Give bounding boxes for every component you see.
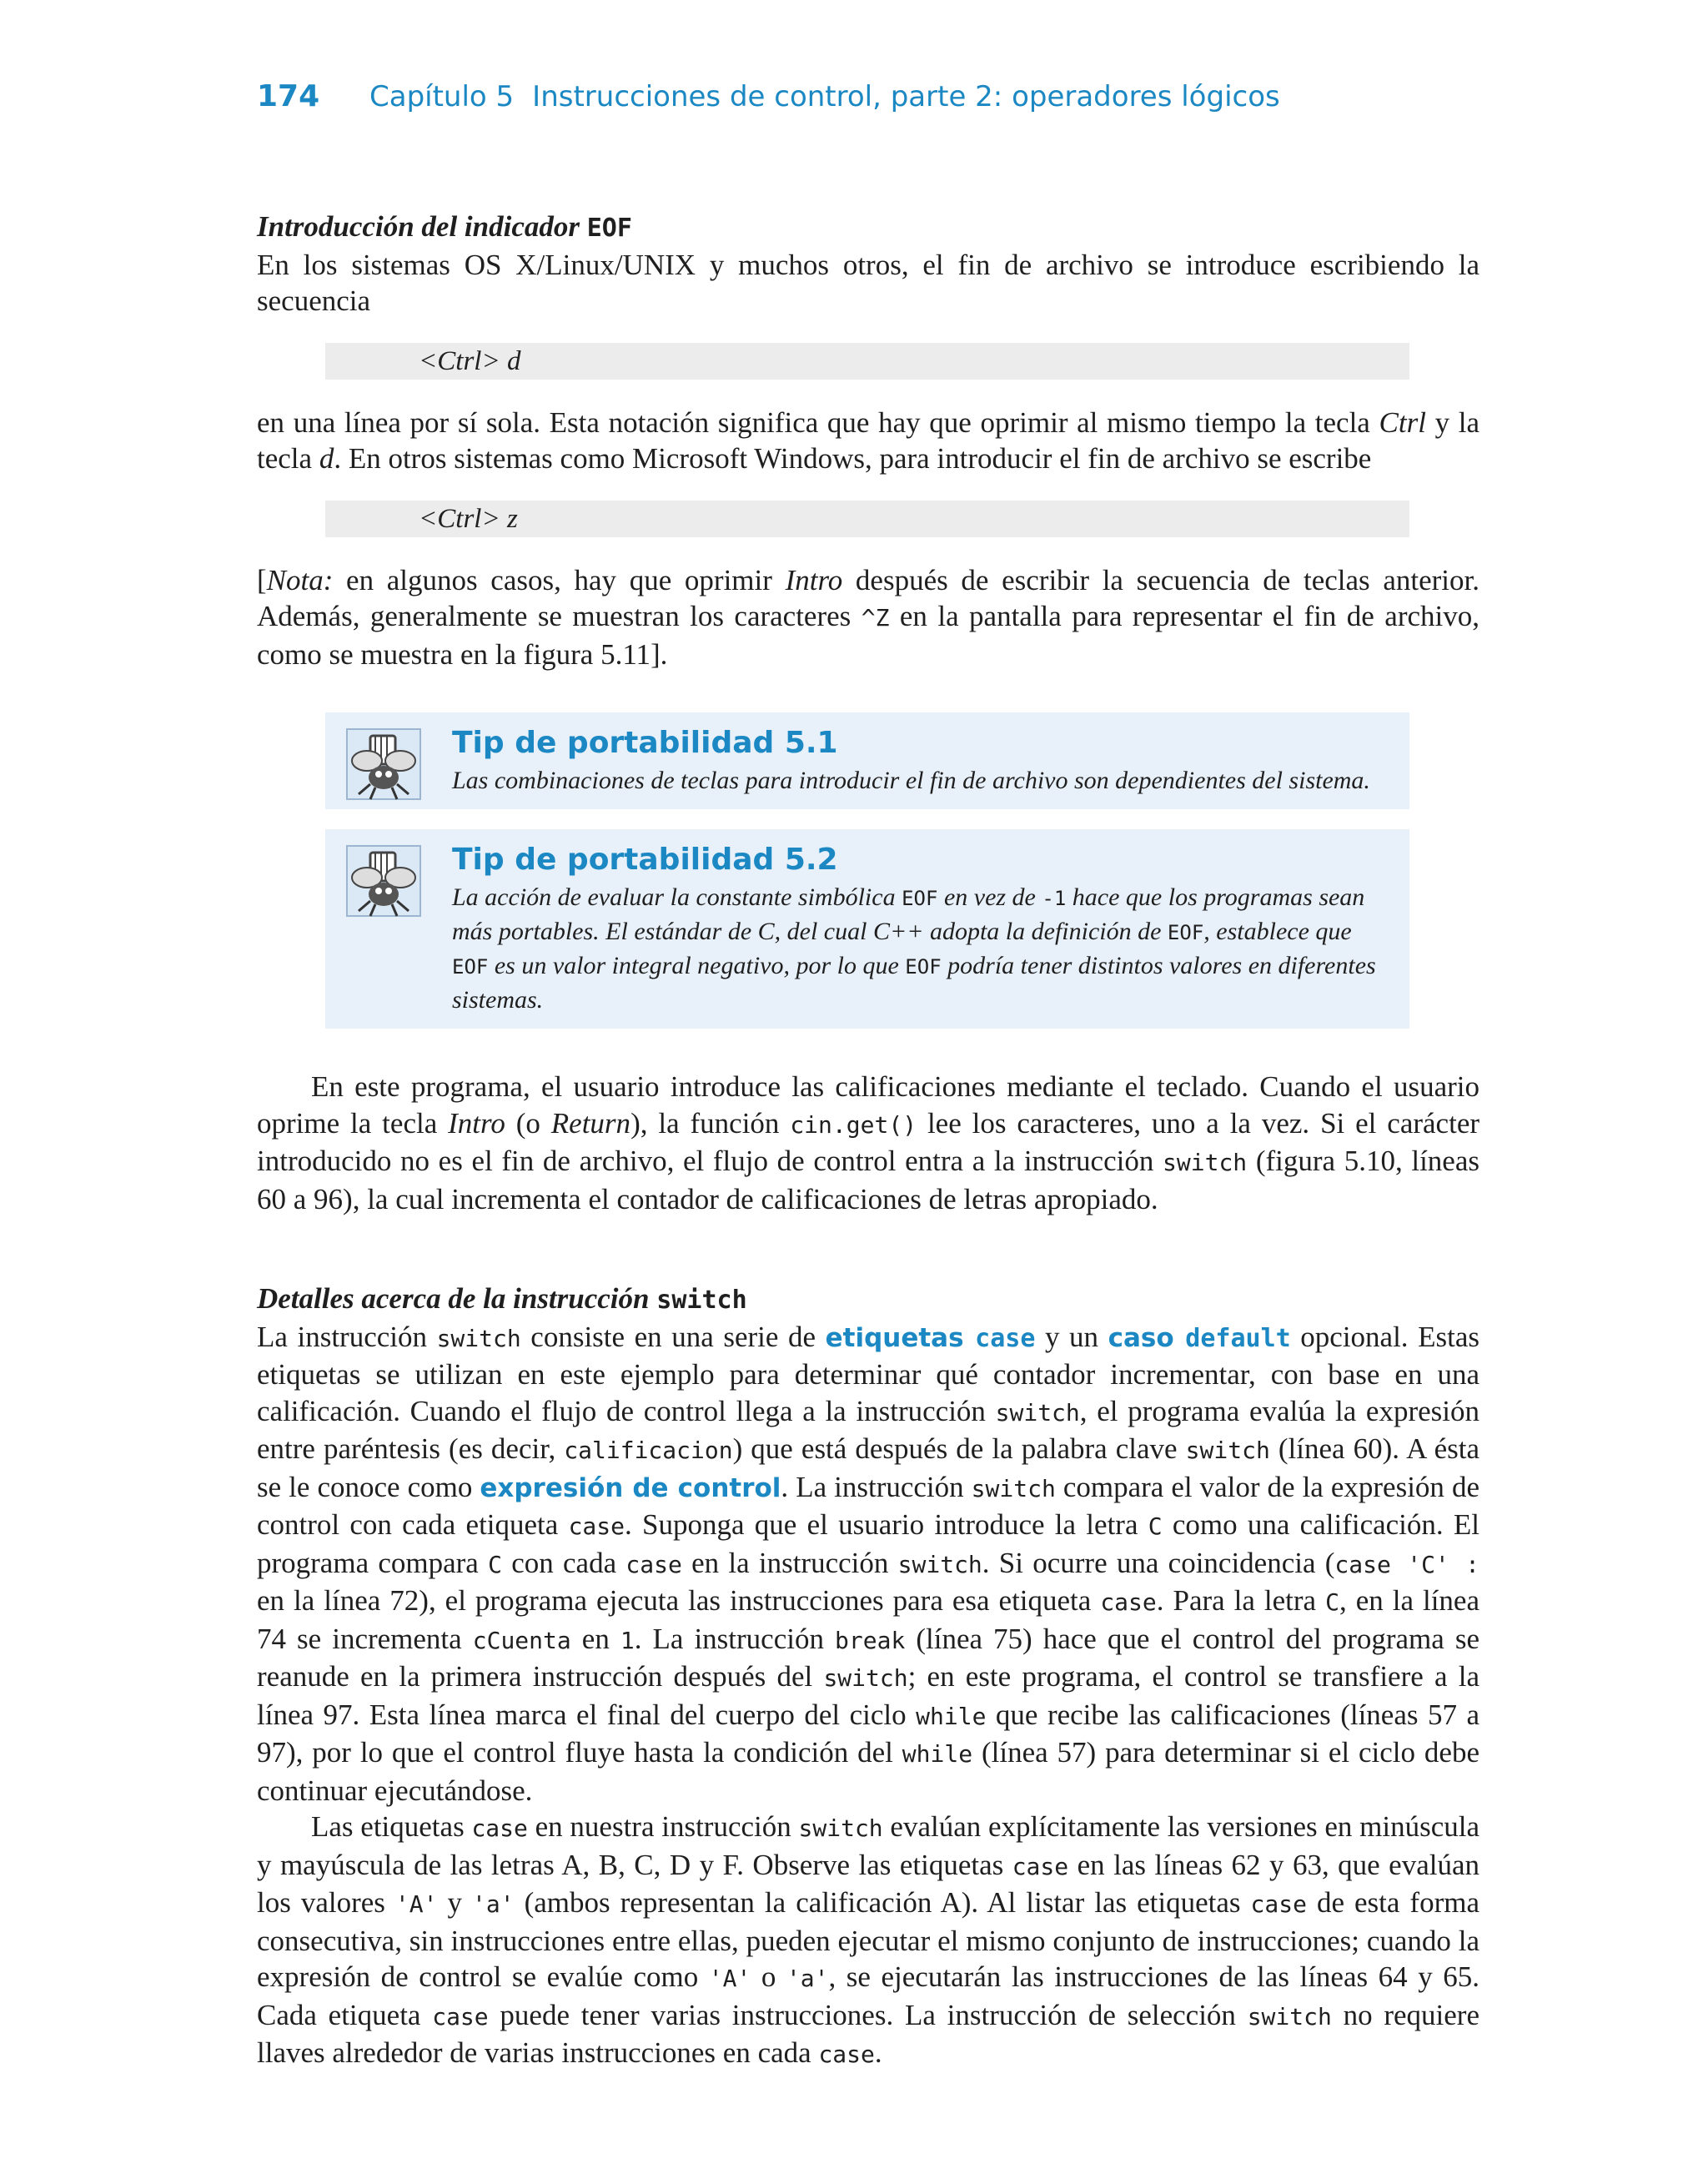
key-sequence-ctrl-z: <Ctrl> z — [325, 501, 1409, 537]
page-number: 174 — [257, 79, 320, 113]
paragraph-switch-details: La instrucción switch consiste en una serie de etiquetas case y un caso default opcional. Estas etiquetas se utilizan en este ejemplo para determinar qué contador incrementar, con base en una calificación. Cuando el flujo de control llega a la instrucción switch, el programa evalúa la expresión entre paréntesis (es decir, calificacion) que está después de la palabra clave switch (línea 60). A ésta se le conoce como expresión de control. La instrucción switch compara el valor de la expresión de control con cada etiqueta case. Suponga que el usuario introduce la letra C como una calificación. El programa compara C con cada case en la instrucción switch. Si ocurre una coincidencia (case 'C' : en la línea 72), el programa ejecuta las instrucciones para esa etiqueta case. Para la letra C, en la línea 74 se incrementa cCuenta en 1. La instrucción break (línea 75) hace que el control del programa se reanude en la primera instrucción después del switch; en este programa, el control se transfiere a la línea 97. Esta línea marca el final del cuerpo del ciclo while que recibe las calificaciones (líneas 57 a 97), por lo que el control fluye hasta la condición del while (línea 57) para determinar si el ciclo debe continuar ejecutándose. — [257, 1320, 1480, 1807]
tip-title: Tip de portabilidad 5.1 — [452, 726, 838, 760]
portability-tip-5-1 — [325, 712, 1409, 809]
paragraph-ctrl-d: en una línea por sí sola. Esta notación significa que hay que oprimir al mismo tiempo la tecla Ctrl y la tecla d. En otros sistemas como Microsoft Windows, para introducir el fin de archivo se escribe — [257, 405, 1479, 475]
paragraph-note: [Nota: en algunos casos, hay que oprimir Intro después de escribir la secuencia de teclas anterior. Además, generalmente se muestran los caracteres ^Z en la pantalla para representar el fin de archivo, como se muestra en la figura 5.11]. — [257, 563, 1479, 671]
tip-text: Las combinaciones de teclas para introducir el fin de archivo son dependientes del sistema. — [452, 767, 1370, 794]
portability-bug-icon — [342, 843, 425, 919]
portability-bug-icon — [342, 726, 425, 803]
tip-text: La acción de evaluar la constante simbólica EOF en vez de -1 hace que los programas sean más portables. El estándar de C, del cual C++ adopta la definición de EOF, establece que EOF es un valor integral negativo, por lo que EOF podría tener distintos valores en diferentes sistemas. — [452, 883, 1376, 1014]
paragraph-program-input: En este programa, el usuario introduce las calificaciones mediante el teclado. Cuando el usuario oprime la tecla Intro (o Return), la función cin.get() lee los caracteres, uno a la vez. Si el carácter introducido no es el fin de archivo, el flujo de control entra a la instrucción switch (figura 5.10, líneas 60 a 96), la cual incrementa el contador de calificaciones de letras apropiado. — [257, 1070, 1480, 1215]
page-content — [257, 209, 1479, 2073]
portability-tip-5-2 — [325, 829, 1409, 1029]
paragraph-case-labels: Las etiquetas case en nuestra instrucción switch evalúan explícitamente las versiones en minúscula y mayúscula de las letras A, B, C, D y F. Observe las etiquetas case en las líneas 62 y 63, que evalúan los valores 'A' y 'a' (ambos representan la calificación A). Al listar las etiquetas case de esta forma consecutiva, sin instrucciones entre ellas, pueden ejecutar el mismo conjunto de instrucciones; cuando la expresión de control se evalúe como 'A' o 'a', se ejecutarán las instrucciones de las líneas 64 y 65. Cada etiqueta case puede tener varias instrucciones. La instrucción de selección switch no requiere llaves alrededor de varias instrucciones en cada case. — [257, 1810, 1480, 2069]
section-heading-eof: Introducción del indicador EOF — [257, 210, 632, 243]
chapter-label: Capítulo 5 — [369, 80, 515, 113]
section-heading-switch: Detalles acerca de la instrucción switch — [257, 1282, 747, 1315]
chapter-title: Instrucciones de control, parte 2: operadores lógicos — [532, 80, 1280, 113]
paragraph-eof-unix: En los sistemas OS X/Linux/UNIX y muchos otros, el fin de archivo se introduce escribiendo la secuencia — [257, 248, 1479, 317]
tip-title: Tip de portabilidad 5.2 — [452, 843, 838, 877]
running-header — [257, 79, 1280, 113]
key-sequence-ctrl-d: <Ctrl> d — [325, 343, 1409, 380]
